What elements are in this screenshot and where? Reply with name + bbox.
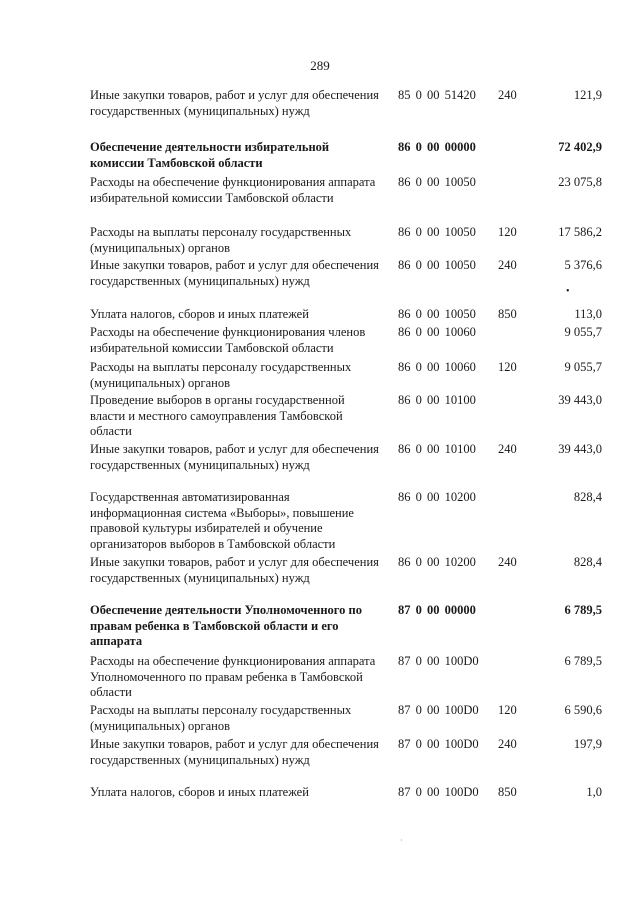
row-sum: 6 789,5 — [564, 654, 602, 668]
row-sum: 23 075,8 — [558, 175, 602, 189]
row-sum: 121,9 — [573, 88, 602, 102]
row-sum: 6 789,5 — [564, 603, 602, 617]
row-sum: 828,4 — [573, 490, 602, 504]
row-name: Иные закупки товаров, работ и услуг для обеспечения государственных (муниципальных) нужд — [90, 555, 379, 585]
row-expense-type: 850 — [498, 785, 517, 799]
row-code: 86 0 00 10200 — [398, 490, 476, 504]
row-sum: 113,0 — [574, 307, 602, 321]
row-name: Уплата налогов, сборов и иных платежей — [90, 307, 309, 321]
row-name: Иные закупки товаров, работ и услуг для обеспечения государственных (муниципальных) нужд — [90, 88, 379, 118]
row-code: 86 0 00 10100 — [398, 393, 476, 407]
table-row — [0, 490, 640, 551]
row-name: Обеспечение деятельности избирательной комиссии Тамбовской области — [90, 140, 330, 170]
row-expense-type: 240 — [498, 442, 517, 456]
row-name: Расходы на выплаты персоналу государственных (муниципальных) органов — [90, 225, 352, 255]
row-expense-type: 240 — [498, 88, 517, 102]
row-code: 86 0 00 10050 — [398, 258, 476, 272]
row-sum: 6 590,6 — [564, 703, 602, 717]
row-code: 86 0 00 10050 — [398, 175, 476, 189]
row-expense-type: 850 — [498, 307, 517, 321]
scan-speck: • — [566, 286, 570, 297]
row-name: Государственная автоматизированная информационная система «Выборы», повышение правовой культуры избирателей и обучение организаторов выборов в Тамбовской области — [90, 490, 354, 551]
row-sum: 197,9 — [573, 737, 602, 751]
row-code: 87 0 00 00000 — [398, 603, 476, 617]
row-name: Расходы на обеспечение функционирования аппарата избирательной комиссии Тамбовской области — [90, 175, 376, 205]
row-sum: 9 055,7 — [564, 360, 602, 374]
row-sum: 17 586,2 — [558, 225, 602, 239]
table-row — [0, 175, 640, 231]
row-code: 86 0 00 10100 — [398, 442, 476, 456]
row-name: Иные закупки товаров, работ и услуг для обеспечения государственных (муниципальных) нужд — [90, 442, 379, 472]
row-name: Обеспечение деятельности Уполномоченного по правам ребенка в Тамбовской области и его аппарата — [90, 603, 362, 648]
table-row — [0, 88, 640, 144]
row-code: 86 0 00 10200 — [398, 555, 476, 569]
row-code: 86 0 00 10060 — [398, 325, 476, 339]
row-expense-type: 120 — [498, 360, 517, 374]
row-sum: 9 055,7 — [564, 325, 602, 339]
row-name: Уплата налогов, сборов и иных платежей — [90, 785, 309, 799]
row-sum: 1,0 — [586, 785, 602, 799]
row-code: 86 0 00 10050 — [398, 225, 476, 239]
row-name: Расходы на обеспечение функционирования аппарата Уполномоченного по правам ребенка в Тамбовской области — [90, 654, 376, 699]
row-code: 86 0 00 10050 — [398, 307, 476, 321]
row-name: Проведение выборов в органы государственной власти и местного самоуправления Тамбовской области — [90, 393, 345, 438]
row-code: 87 0 00 100D0 — [398, 785, 479, 799]
row-code: 87 0 00 100D0 — [398, 703, 479, 717]
row-sum: 72 402,9 — [558, 140, 602, 154]
row-name: Расходы на выплаты персоналу государственных (муниципальных) органов — [90, 360, 352, 390]
row-sum: 828,4 — [573, 555, 602, 569]
row-code: 87 0 00 100D0 — [398, 654, 479, 668]
table-row — [0, 785, 640, 841]
row-code: 86 0 00 10060 — [398, 360, 476, 374]
row-code: 85 0 00 51420 — [398, 88, 476, 102]
row-expense-type: 240 — [498, 737, 517, 751]
table-row — [0, 393, 640, 449]
scan-speck: · — [400, 836, 403, 845]
table-row — [0, 603, 640, 659]
row-name: Иные закупки товаров, работ и услуг для обеспечения государственных (муниципальных) нужд — [90, 737, 379, 767]
row-name: Расходы на обеспечение функционирования членов избирательной комиссии Тамбовской области — [90, 325, 366, 355]
row-expense-type: 120 — [498, 225, 517, 239]
row-code: 87 0 00 100D0 — [398, 737, 479, 751]
row-name: Иные закупки товаров, работ и услуг для обеспечения государственных (муниципальных) нужд — [90, 258, 379, 288]
row-name: Расходы на выплаты персоналу государственных (муниципальных) органов — [90, 703, 352, 733]
row-sum: 5 376,6 — [564, 258, 602, 272]
row-expense-type: 120 — [498, 703, 517, 717]
row-expense-type: 240 — [498, 555, 517, 569]
row-sum: 39 443,0 — [558, 393, 602, 407]
row-expense-type: 240 — [498, 258, 517, 272]
page-number: 289 — [310, 58, 330, 73]
row-code: 86 0 00 00000 — [398, 140, 476, 154]
row-sum: 39 443,0 — [558, 442, 602, 456]
table-row — [0, 258, 640, 314]
table-row — [0, 654, 640, 710]
